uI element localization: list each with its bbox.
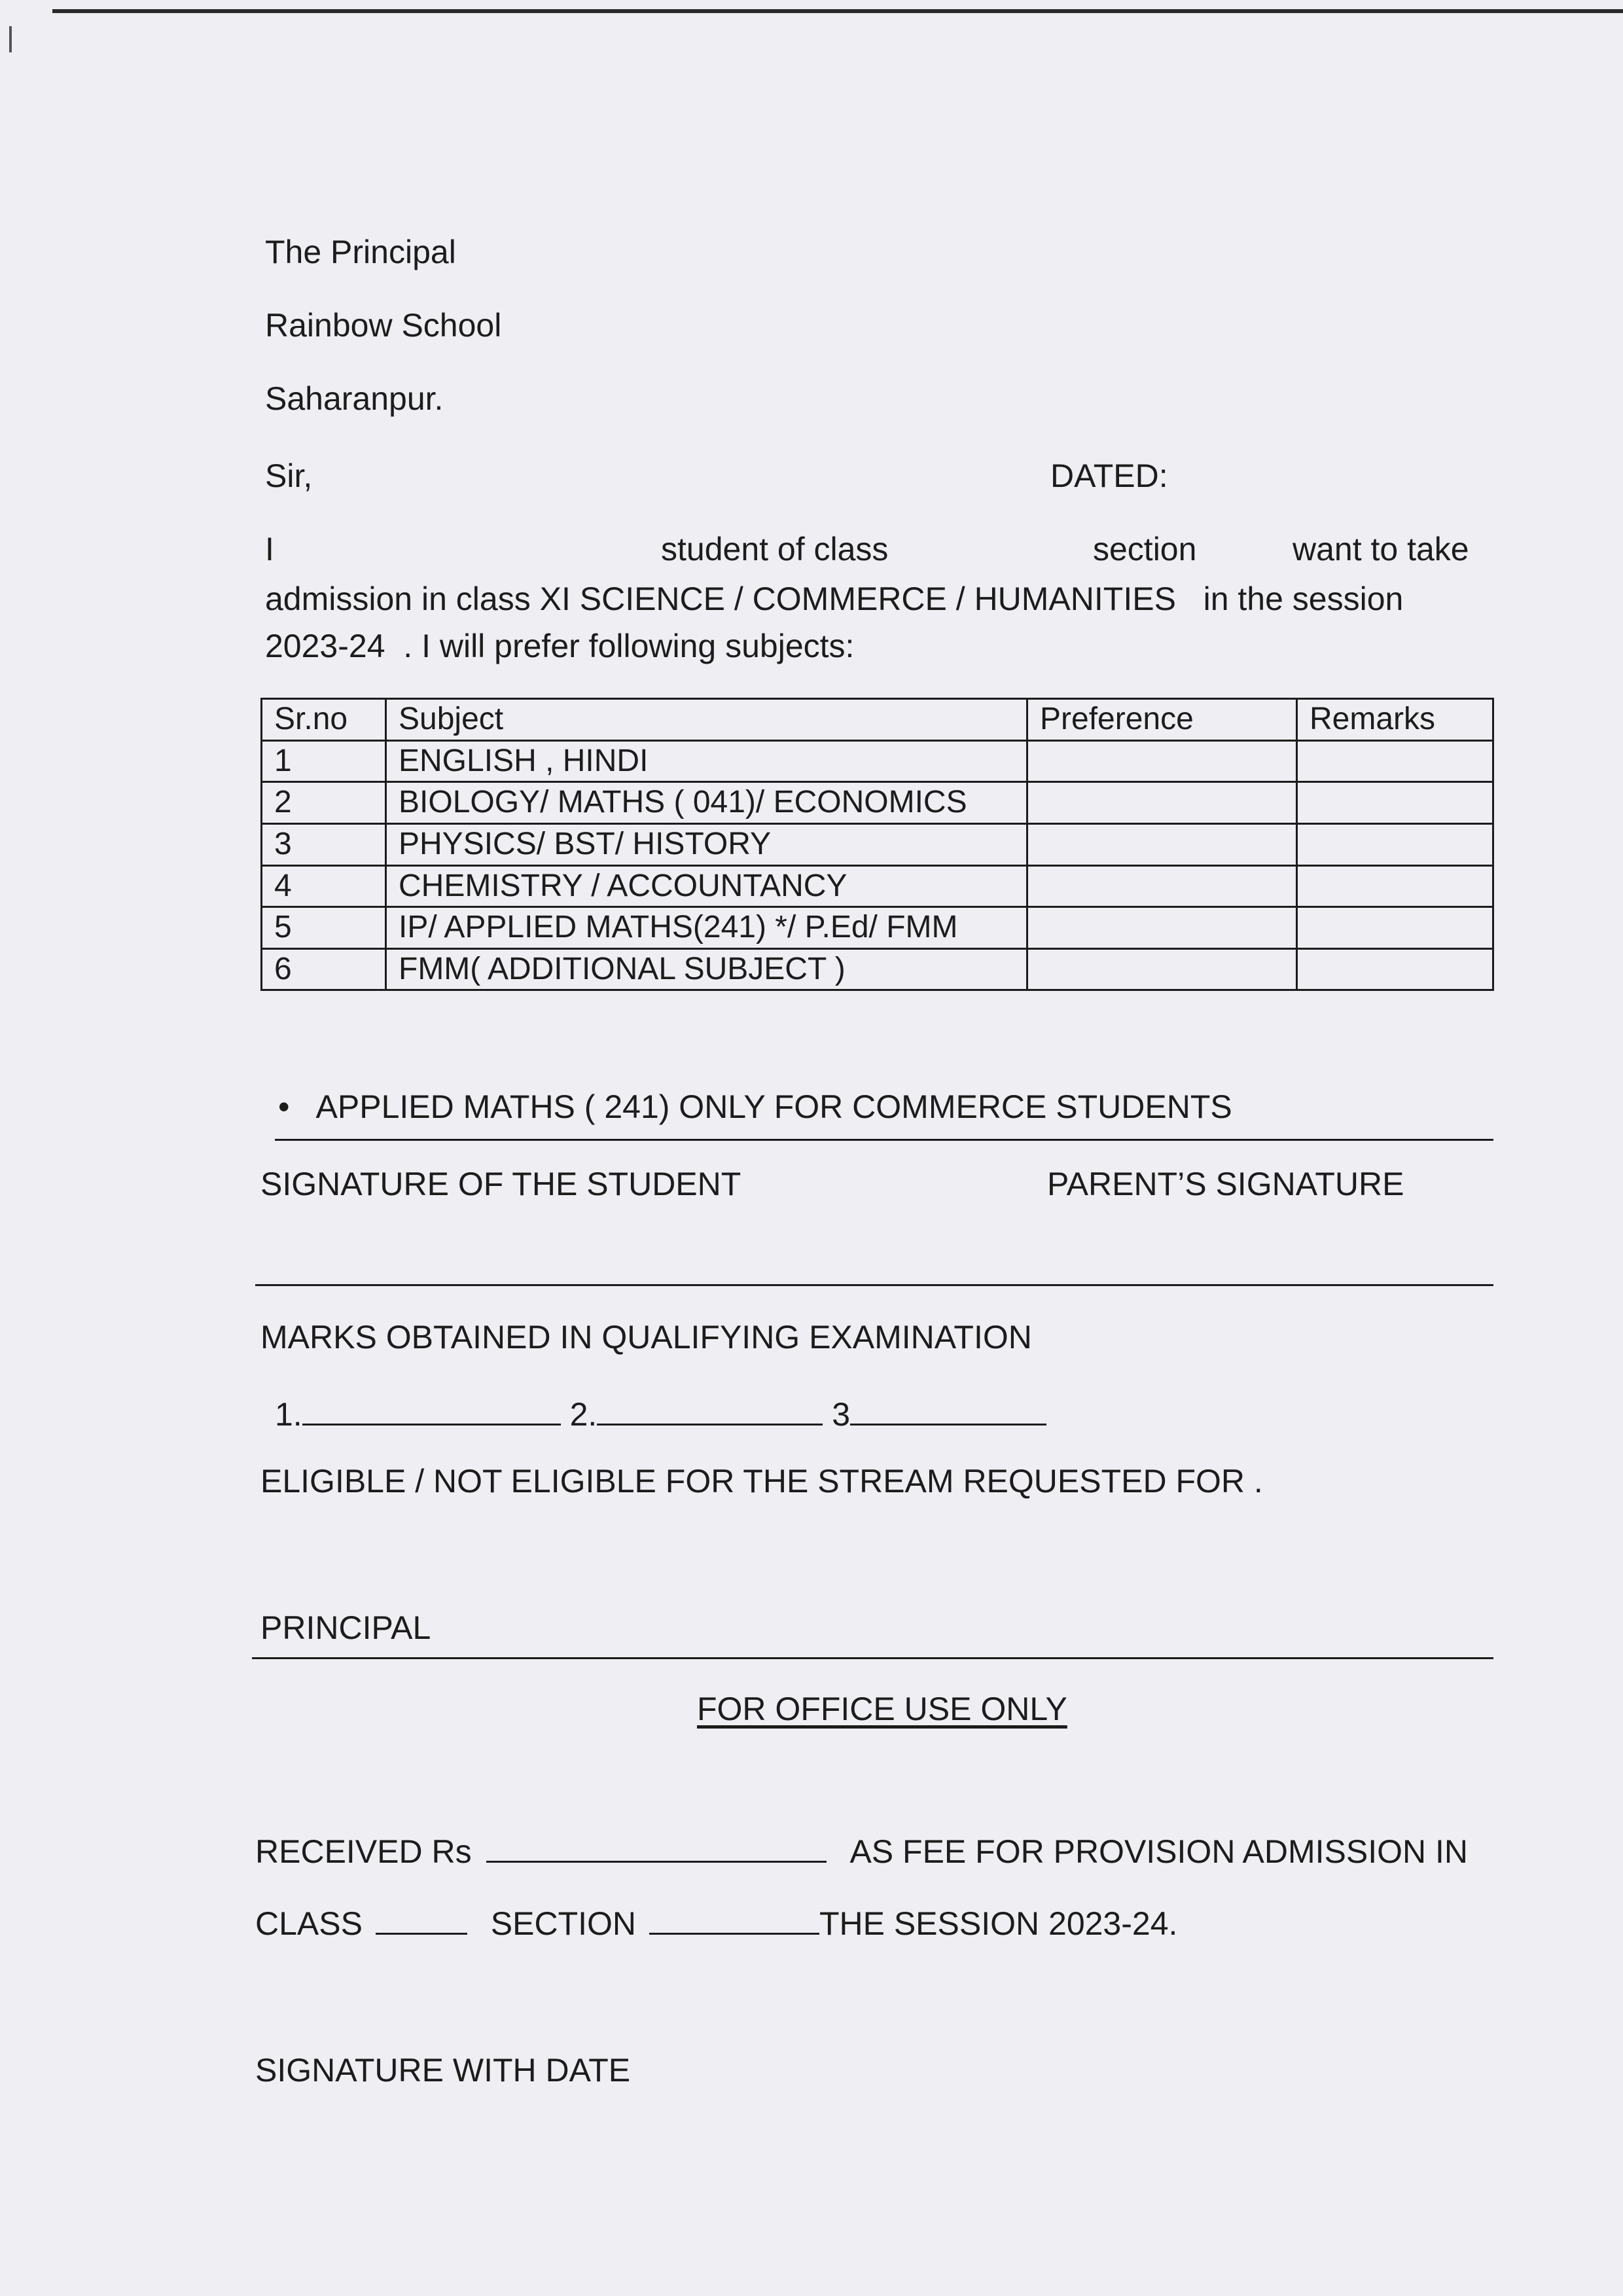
row-preference[interactable]: [1027, 823, 1297, 865]
school-city: Saharanpur.: [265, 380, 444, 417]
student-signature-label: SIGNATURE OF THE STUDENT: [260, 1166, 741, 1202]
row-no: 2: [262, 782, 386, 824]
class-label: CLASS: [255, 1905, 363, 1942]
marks-2-field[interactable]: [597, 1424, 823, 1426]
intro-i: I: [265, 531, 274, 567]
school-name: Rainbow School: [265, 307, 502, 344]
session-text: THE SESSION 2023-24.: [819, 1905, 1178, 1942]
row-no: 3: [262, 823, 386, 865]
row-subject: BIOLOGY/ MATHS ( 041)/ ECONOMICS: [386, 782, 1027, 824]
row-remarks[interactable]: [1297, 865, 1493, 907]
row-remarks[interactable]: [1297, 948, 1493, 990]
class-line: [255, 1906, 1177, 1942]
table-row: [262, 740, 1493, 782]
row-no: 1: [262, 740, 386, 782]
divider-line: [252, 1657, 1493, 1659]
row-remarks[interactable]: [1297, 907, 1493, 949]
header-subject: Subject: [386, 699, 1027, 741]
row-subject: FMM( ADDITIONAL SUBJECT ): [386, 948, 1027, 990]
table-header-row: [262, 699, 1493, 741]
parent-signature-label: PARENT’S SIGNATURE: [1047, 1166, 1404, 1202]
intro-line-3: 2023-24 . I will prefer following subjects:: [265, 628, 855, 664]
received-line: [255, 1834, 1468, 1870]
marks-3-field[interactable]: [850, 1424, 1046, 1426]
signature-with-date-label: SIGNATURE WITH DATE: [255, 2052, 631, 2089]
table-row: [262, 865, 1493, 907]
marks-item-3: 3: [832, 1396, 851, 1433]
marks-1-field[interactable]: [302, 1424, 561, 1426]
row-no: 4: [262, 865, 386, 907]
divider-line: [255, 1284, 1493, 1286]
divider-line: [275, 1139, 1493, 1141]
received-amount-field[interactable]: [486, 1861, 827, 1863]
header-preference: Preference: [1027, 699, 1297, 741]
row-preference[interactable]: [1027, 740, 1297, 782]
intro-section: section: [1093, 531, 1197, 567]
row-subject: ENGLISH , HINDI: [386, 740, 1027, 782]
row-no: 6: [262, 948, 386, 990]
row-remarks[interactable]: [1297, 782, 1493, 824]
row-subject: PHYSICS/ BST/ HISTORY: [386, 823, 1027, 865]
row-preference[interactable]: [1027, 782, 1297, 824]
salutation: Sir,: [265, 457, 313, 494]
page-edge-line: [52, 9, 1623, 13]
table-row: [262, 907, 1493, 949]
row-subject: CHEMISTRY / ACCOUNTANCY: [386, 865, 1027, 907]
office-use-heading: FOR OFFICE USE ONLY: [697, 1691, 1067, 1727]
dated-label: DATED:: [1050, 457, 1168, 494]
intro-want-to-take: want to take: [1293, 531, 1469, 567]
marks-heading: MARKS OBTAINED IN QUALIFYING EXAMINATION: [260, 1319, 1032, 1355]
row-remarks[interactable]: [1297, 823, 1493, 865]
marks-item-1: 1.: [275, 1396, 302, 1433]
commerce-note: • APPLIED MATHS ( 241) ONLY FOR COMMERCE STUDENTS: [278, 1089, 1232, 1125]
received-rs-label: RECEIVED Rs: [255, 1833, 472, 1870]
row-preference[interactable]: [1027, 948, 1297, 990]
section-label: SECTION: [490, 1905, 637, 1942]
table-row: [262, 948, 1493, 990]
eligibility-line: ELIGIBLE / NOT ELIGIBLE FOR THE STREAM REQUESTED FOR .: [260, 1463, 1263, 1499]
row-preference[interactable]: [1027, 865, 1297, 907]
header-srno: Sr.no: [262, 699, 386, 741]
addressee: The Principal: [265, 234, 456, 270]
row-no: 5: [262, 907, 386, 949]
marks-item-2: 2.: [569, 1396, 597, 1433]
intro-line-2: admission in class XI SCIENCE / COMMERCE / HUMANITIES in the session: [265, 581, 1404, 617]
received-fee-text: AS FEE FOR PROVISION ADMISSION IN: [849, 1833, 1469, 1870]
row-subject: IP/ APPLIED MATHS(241) */ P.Ed/ FMM: [386, 907, 1027, 949]
scan-mark: [9, 26, 12, 52]
table-row: [262, 782, 1493, 824]
row-preference[interactable]: [1027, 907, 1297, 949]
principal-label: PRINCIPAL: [260, 1609, 431, 1646]
subject-table: [260, 698, 1494, 991]
section-field[interactable]: [649, 1933, 819, 1935]
header-remarks: Remarks: [1297, 699, 1493, 741]
intro-student-of-class: student of class: [661, 531, 889, 567]
marks-row: [275, 1397, 1046, 1433]
table-row: [262, 823, 1493, 865]
row-remarks[interactable]: [1297, 740, 1493, 782]
class-field[interactable]: [376, 1933, 467, 1935]
